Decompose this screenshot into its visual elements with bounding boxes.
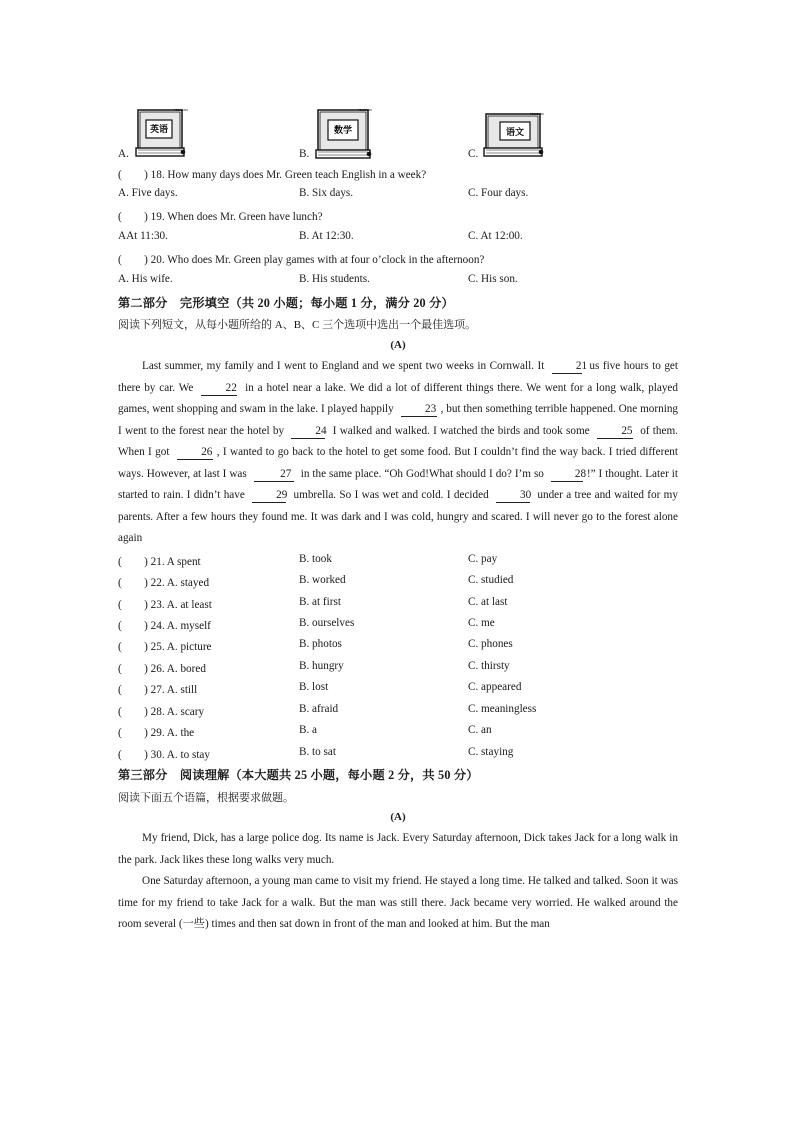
option-a: A. Five days. [118,187,178,199]
option-c: C. phones [468,638,513,650]
option-a: 21. A spent [150,556,201,568]
option-c: C. At 12:00. [468,230,523,242]
english-book-icon [134,108,190,160]
option-a: AAt 11:30. [118,230,168,242]
part2-heading: 第二部分 完形填空（共 20 小题；每小题 1 分，满分 20 分） [118,296,454,310]
passage-text: umbrella. So I was wet and cold. I decided [290,489,493,501]
book-label: 英语 [149,125,169,135]
question-20-options [118,273,678,293]
part3-heading: 第三部分 阅读理解（本大题共 25 小题，每小题 2 分，共 50 分） [118,768,479,782]
part3-section-label: (A) [390,811,406,823]
question-text: 18. How many days does Mr. Green teach English in a week? [150,169,427,181]
option-c: C. appeared [468,681,522,693]
cloze-passage [118,356,678,550]
answer-paren: ( ) [118,663,148,675]
option-c: C. pay [468,553,498,565]
question-21 [118,553,678,573]
option-b: B. photos [299,638,342,650]
option-a: 29. A. the [150,727,195,739]
option-letter: A. [118,148,129,160]
answer-paren: ( ) [118,599,148,611]
option-b: B. lost [299,681,329,693]
option-a: 30. A. to stay [150,749,210,761]
option-b: B. to sat [299,746,336,758]
option-a: 27. A. still [150,684,198,696]
passage-text: under a tree and waited for my parents. After a few hours they found me. It was dark and I was cold, hungry and scared. I will never go to the forest alone again [118,489,678,544]
blank-28: 28 [551,467,583,482]
answer-paren: ( ) [118,169,148,181]
option-a: 26. A. bored [150,663,206,675]
option-c: C. an [468,724,492,736]
part2-section-label: (A) [390,339,406,351]
option-a: 24. A. myself [150,620,211,632]
option-b: B. afraid [299,703,339,715]
reading-passage [118,828,678,936]
option-b: B. ourselves [299,617,355,629]
passage-text: of them. When I got [118,424,678,458]
answer-paren: ( ) [118,684,148,696]
answer-paren: ( ) [118,620,148,632]
question-18-options [118,187,678,207]
option-c: C. His son. [468,273,518,285]
option-b: B. His students. [299,273,370,285]
option-b: B. at first [299,596,341,608]
option-c: C. me [468,617,495,629]
passage-text: !” I thought. Later it started to rain. I didn’t have [118,467,678,501]
reading-paragraph-1: My friend, Dick, has a large police dog. Its name is Jack. Every Saturday afternoon, Dick takes Jack for a long walk in the park. Jack likes these long walks very much. [118,832,678,866]
passage-text: Last summer, my family and I went to England and we spent two weeks in Cornwall. It [142,360,548,372]
reading-paragraph-2: One Saturday afternoon, a young man came to visit my friend. He stayed a long time. He talked and talked. Soon it was time for my friend to take Jack for a walk. But the man was still there. Jack became very worried. He walked around the room several (一些) times and then sat down in front of the man and looked at him. But the man [118,875,678,930]
option-a: 28. A. scary [150,706,205,718]
option-c: C. Four days. [468,187,529,199]
blank-30: 30 [496,488,530,503]
question-19-options [118,230,678,250]
answer-paren: ( ) [118,727,148,739]
question-22 [118,574,678,594]
book-label: 数学 [333,126,353,136]
question-26 [118,660,678,680]
answer-paren: ( ) [118,254,148,266]
blank-27: 27 [254,467,294,482]
book-label: 语文 [505,128,525,138]
passage-text: , I wanted to go back to the hotel to get some food. But I couldn’t find the way back. I tried different ways. However, at last I was [118,446,678,480]
question-23 [118,596,678,616]
passage-text: I walked and walked. I watched the birds and took some [329,424,593,437]
question-19 [118,208,678,228]
question-28 [118,703,678,723]
option-a: A. His wife. [118,273,173,285]
blank-25: 25 [597,424,633,439]
question-29 [118,724,678,744]
blank-29: 29 [252,488,286,503]
passage-text: , but then something terrible happened. One morning I went to the forest near the hotel by [118,403,679,437]
question-24 [118,617,678,637]
blank-26: 26 [177,445,213,460]
answer-paren: ( ) [118,211,148,223]
option-b: B. Six days. [299,187,354,199]
question-27 [118,681,678,701]
math-book-icon [314,108,376,162]
option-c: C. at last [468,596,508,608]
question-20 [118,251,678,271]
passage-text: in the same place. “Oh God!What should I do? I’m so [297,467,547,480]
part2-instruction: 阅读下列短文，从每小题所给的 A、B、C 三个选项中选出一个最佳选项。 [118,319,477,331]
blank-23: 23 [401,402,437,417]
answer-paren: ( ) [118,556,148,568]
answer-paren: ( ) [118,706,148,718]
chinese-book-icon [482,112,548,160]
question-30 [118,746,678,766]
passage-text: in a hotel near a lake. We did a lot of different things there. We went for a long walk, played games, went shopping and swam in the lake. I played happily [118,381,678,415]
svg-text:PENGUIN: PENGUIN [174,108,188,112]
answer-paren: ( ) [118,641,148,653]
option-c: C. staying [468,746,514,758]
option-b: B. took [299,553,332,565]
option-letter: C. [468,148,479,160]
answer-paren: ( ) [118,749,148,761]
option-a: 25. A. picture [150,641,212,653]
blank-21: 21 [552,359,582,374]
svg-text:PENGUIN: PENGUIN [358,108,372,112]
blank-22: 22 [201,381,237,396]
option-c: C. studied [468,574,514,586]
blank-24: 24 [291,424,325,439]
option-b: B. a [299,724,318,736]
passage-text: us five hours to get there by car. We [118,360,678,394]
question-text: 20. Who does Mr. Green play games with at four o’clock in the afternoon? [150,254,485,266]
option-b: B. worked [299,574,346,586]
option-letter: B. [299,148,310,160]
option-b: B. hungry [299,660,344,672]
question-18 [118,166,678,186]
option-b: B. At 12:30. [299,230,354,242]
option-c: C. thirsty [468,660,510,672]
option-c: C. meaningless [468,703,537,715]
part3-instruction: 阅读下面五个语篇，根据要求做题。 [118,792,294,804]
option-a: 23. A. at least [150,599,212,611]
question-text: 19. When does Mr. Green have lunch? [150,211,323,223]
option-a: 22. A. stayed [150,577,210,589]
svg-text:PENGUIN: PENGUIN [530,112,544,116]
question-25 [118,638,678,658]
answer-paren: ( ) [118,577,148,589]
